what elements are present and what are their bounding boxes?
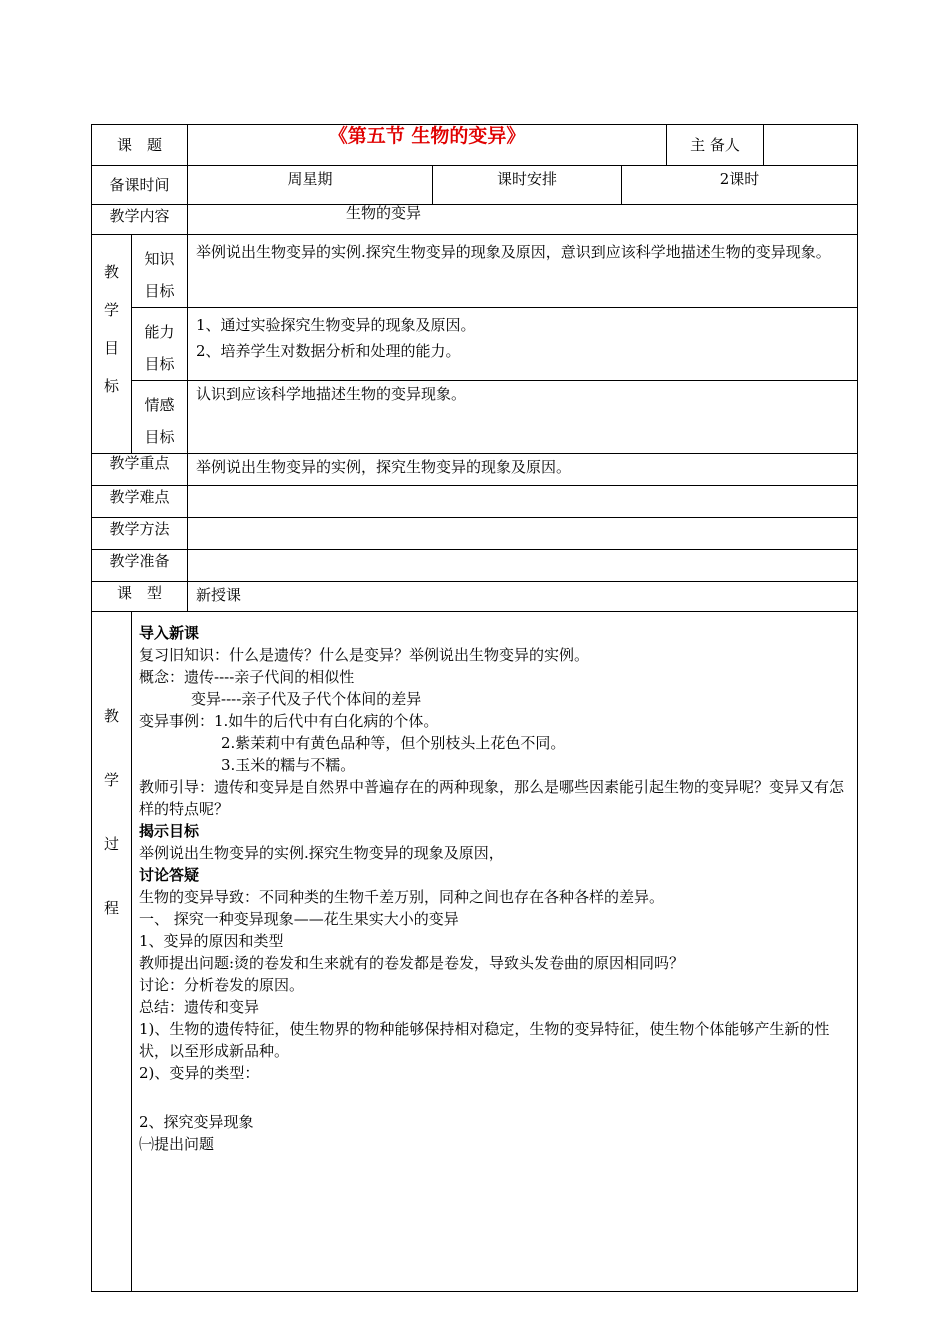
process-row	[92, 612, 858, 1292]
process-line: ㈠提出问题	[139, 1135, 215, 1153]
knowledge-text: 举例说出生物变异的实例.探究生物变异的现象及原因，意识到应该科学地描述生物的变异现象。	[188, 235, 858, 308]
process-line: 1、变异的原因和类型	[139, 932, 284, 950]
process-side-label: 教 学 过 程	[92, 612, 132, 1292]
lesson-plan-table	[91, 124, 858, 1292]
ability-label: 能力 目标	[132, 308, 188, 381]
ability-text	[188, 308, 858, 381]
preparation-label: 教学准备	[92, 550, 188, 582]
header-row	[92, 125, 858, 166]
schedule-label: 课时安排	[433, 166, 622, 205]
ability-row	[92, 308, 858, 381]
process-line: 变异----亲子代及子代个体间的差异	[191, 690, 422, 708]
lesson-type-value: 新授课	[188, 582, 858, 612]
process-line: 复习旧知识：什么是遗传？什么是变异？举例说出生物变异的实例。	[139, 646, 590, 664]
emotion-label: 情感 目标	[132, 381, 188, 454]
process-line: 教师引导：遗传和变异是自然界中普遍存在的两种现象，那么是哪些因素能引起生物的变异呢？变异又有怎样的特点呢？	[139, 778, 845, 818]
key-point-row	[92, 454, 858, 486]
section-heading-intro: 导入新课	[139, 624, 200, 642]
content-row	[92, 205, 858, 235]
method-value	[188, 518, 858, 550]
process-body	[132, 612, 858, 1292]
content-value: 生物的变异	[188, 205, 858, 235]
lesson-type-label: 课 型	[92, 582, 188, 612]
ability-line: 2、培养学生对数据分析和处理的能力。	[196, 342, 461, 360]
preparer-label: 主 备人	[667, 125, 764, 166]
knowledge-row	[92, 235, 858, 308]
method-row	[92, 518, 858, 550]
process-line: 2.紫茉莉中有黄色品种等，但个别枝头上花色不同。	[221, 734, 566, 752]
section-heading-goals: 揭示目标	[139, 822, 200, 840]
process-line: 2)、变异的类型：	[139, 1064, 260, 1082]
prep-time-label: 备课时间	[92, 166, 188, 205]
week-value: 周星期	[188, 166, 433, 205]
key-point-value: 举例说出生物变异的实例，探究生物变异的现象及原因。	[188, 454, 858, 486]
time-row	[92, 166, 858, 205]
objectives-side-label: 教 学 目 标	[92, 235, 132, 454]
emotion-row	[92, 381, 858, 454]
process-line: 1)、生物的遗传特征，使生物界的物种能够保持相对稳定，生物的变异特征，使生物个体能够产生新的性状，以至形成新品种。	[139, 1020, 830, 1060]
section-heading-discussion: 讨论答疑	[139, 866, 200, 884]
blank-line	[139, 1084, 849, 1111]
preparer-value	[764, 125, 858, 166]
preparation-value	[188, 550, 858, 582]
schedule-value: 2课时	[622, 166, 858, 205]
process-line: 3.玉米的糯与不糯。	[221, 756, 356, 774]
difficulty-label: 教学难点	[92, 486, 188, 518]
process-line: 一、 探究一种变异现象——花生果实大小的变异	[139, 910, 459, 928]
process-line: 讨论：分析卷发的原因。	[139, 976, 305, 994]
ability-line: 1、通过实验探究生物变异的现象及原因。	[196, 316, 476, 334]
process-line: 举例说出生物变异的实例.探究生物变异的现象及原因，	[139, 844, 504, 862]
process-line: 教师提出问题:烫的卷发和生来就有的卷发都是卷发，导致头发卷曲的原因相同吗？	[139, 954, 685, 972]
lesson-type-row	[92, 582, 858, 612]
knowledge-label: 知识 目标	[132, 235, 188, 308]
preparation-row	[92, 550, 858, 582]
process-line: 2、探究变异现象	[139, 1113, 254, 1131]
process-line: 总结：遗传和变异	[139, 998, 260, 1016]
course-title: 《第五节 生物的变异》	[188, 125, 667, 166]
process-line: 变异事例：1.如牛的后代中有白化病的个体。	[139, 712, 439, 730]
key-point-label: 教学重点	[92, 454, 188, 486]
method-label: 教学方法	[92, 518, 188, 550]
course-label: 课 题	[92, 125, 188, 166]
content-label: 教学内容	[92, 205, 188, 235]
process-line: 概念：遗传----亲子代间的相似性	[139, 668, 355, 686]
difficulty-value	[188, 486, 858, 518]
difficulty-row	[92, 486, 858, 518]
emotion-text: 认识到应该科学地描述生物的变异现象。	[188, 381, 858, 454]
process-line: 生物的变异导致：不同种类的生物千差万别，同种之间也存在各种各样的差异。	[139, 888, 665, 906]
